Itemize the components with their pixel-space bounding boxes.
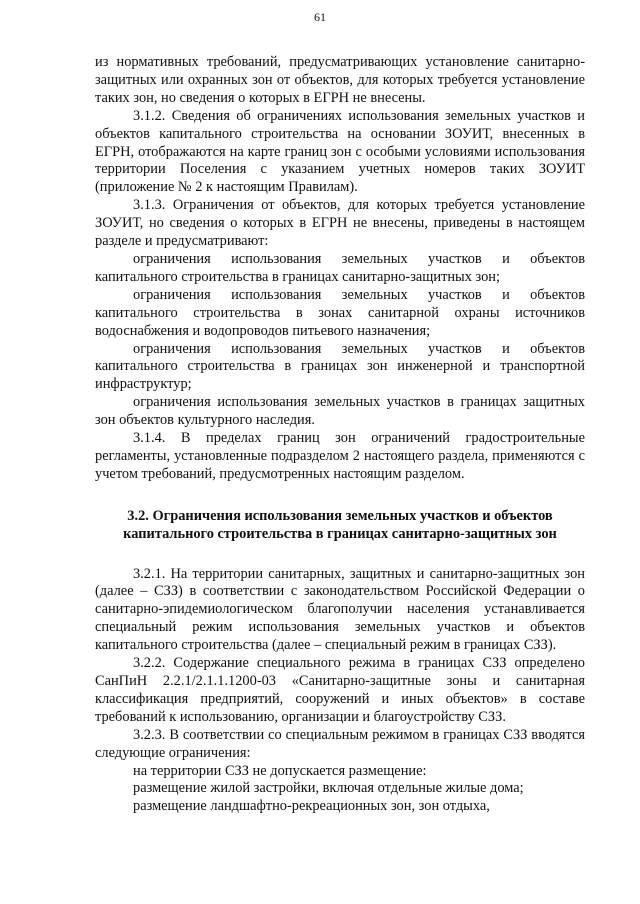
paragraph: из нормативных требований, предусматривающих установление санитарно-защитных или охранных зон от объектов, для которых требуется установление таких зон, но сведения о которых в ЕГРН не внесены. (95, 54, 585, 106)
list-item: размещение ландшафтно-рекреационных зон, зон отдыха, (133, 798, 490, 815)
list-item: ограничения использования земельных участков и объектов капитального строительства в зонах санитарной охраны источников водоснабжения и водопроводов питьевого назначения; (95, 286, 585, 339)
paragraph: 3.1.3. Ограничения от объектов, для которых требуется установление ЗОУИТ, но сведения о которых в ЕГРН не внесены, приведены в настоящем разделе и предусматривают: (95, 197, 585, 250)
list-item: на территории СЗЗ не допускается размещение: (133, 762, 427, 779)
list-item: ограничения использования земельных участков и объектов капитального строительства в границах зон инженерной и транспортной инфраструктур; (95, 340, 585, 393)
section-heading: 3.2. Ограничения использования земельных участков и объектов капитального строительства в границах санитарно-защитных зон (123, 507, 557, 542)
list-item: ограничения использования земельных участков в границах защитных зон объектов культурного наследия. (95, 394, 585, 429)
document-body (95, 54, 585, 816)
list-item: размещение жилой застройки, включая отдельные жилые дома; (133, 780, 524, 797)
list-item: ограничения использования земельных участков и объектов капитального строительства в границах санитарно-защитных зон; (95, 250, 585, 285)
page-number: 61 (314, 10, 326, 24)
paragraph: 3.2.2. Содержание специального режима в границах СЗЗ определено СанПиН 2.2.1/2.1.1.1200-03 «Санитарно-защитные зоны и санитарная классификация предприятий, сооружений и иных объектов» в составе требований к использованию, организации и благоустройству СЗЗ. (95, 655, 585, 725)
paragraph: 3.1.4. В пределах границ зон ограничений градостроительные регламенты, установленные подразделом 2 настоящего раздела, применяются с учетом требований, предусмотренных настоящим разделом. (95, 430, 585, 482)
paragraph: 3.1.2. Сведения об ограничениях использования земельных участков и объектов капитального строительства на основании ЗОУИТ, внесенных в ЕГРН, отображаются на карте границ зон с особыми условиями использования территории Поселения с указанием учетных номеров таких ЗОУИТ (приложение № 2 к настоящим Правилам). (95, 107, 585, 196)
paragraph: 3.2.3. В соответствии со специальным режимом в границах СЗЗ вводятся следующие ограничения: (95, 726, 585, 761)
paragraph: 3.2.1. На территории санитарных, защитных и санитарно-защитных зон (далее – СЗЗ) в соответствии с законодательством Российской Федерации о санитарно-эпидемиологическом благополучии населения устанавливается специальный режим использования земельных участков и объектов капитального строительства (далее – специальный режим в границах СЗЗ). (95, 565, 585, 654)
